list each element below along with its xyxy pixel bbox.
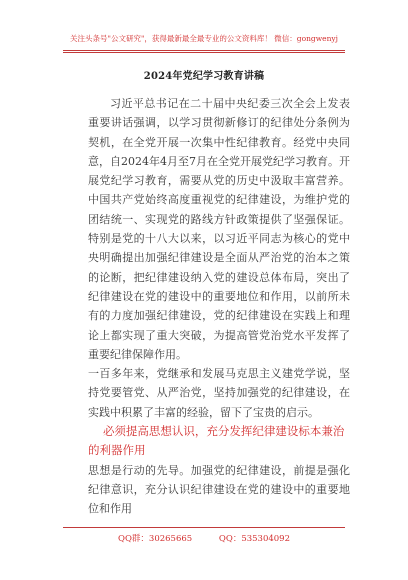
footer-qq-group: QQ群：30265665	[117, 534, 193, 544]
header-rule-top	[63, 50, 345, 51]
body-paragraph-1: 习近平总书记在二十届中央纪委三次全会上发表重要讲话强调，以学习贯彻新修订的纪律处分条例为契机，在全党开展一次集中性纪律教育。经党中央同意，自2024年4月至7月在全党开展党纪学习教育。开展党纪学习教育，需要从党的历史中汲取丰富营养。中国共产党始终高度重视党的纪律建设，为维护党的团结统一、实现党的路线方针政策提供了坚强保证。特别是党的十八大以来，以习近平同志为核心的党中央明确提出加强纪律建设是全面从严治党的治本之策的论断，把纪律建设纳入党的建设总体布局，突出了纪律建设在党的建设中的重要地位和作用，以前所未有的力度加强纪律建设，党的纪律建设在实践上和理论上都实现了重大突破，为提高管党治党水平发挥了重要纪律保障作用。	[88, 97, 350, 361]
page-header-promo: 关注头条号"公文研究"，获得最新最全最专业的公文资料库！ 微信：gongwenyj	[70, 34, 338, 43]
document-body	[88, 94, 350, 519]
document-title: 2024年党纪学习教育讲稿	[143, 71, 265, 82]
body-paragraph-3: 思想是行动的先导。加强党的纪律建设，前提是强化纪律意识，充分认识纪律建设在党的建设中的重要地位和作用	[88, 463, 350, 516]
section-heading: 必须提高思想认识，充分发挥纪律建设标本兼治的利器作用	[88, 424, 345, 458]
header-rule-bottom	[63, 52, 345, 53]
footer-rule	[63, 527, 345, 528]
page-footer	[0, 532, 408, 544]
body-paragraph-2: 一百多年来，党继承和发展马克思主义建党学说，坚持党要管党、从严治党，坚持加强党的纪律建设，在实践中积累了丰富的经验，留下了宝贵的启示。	[88, 367, 350, 419]
footer-qq-number: QQ：535304092	[218, 534, 290, 544]
